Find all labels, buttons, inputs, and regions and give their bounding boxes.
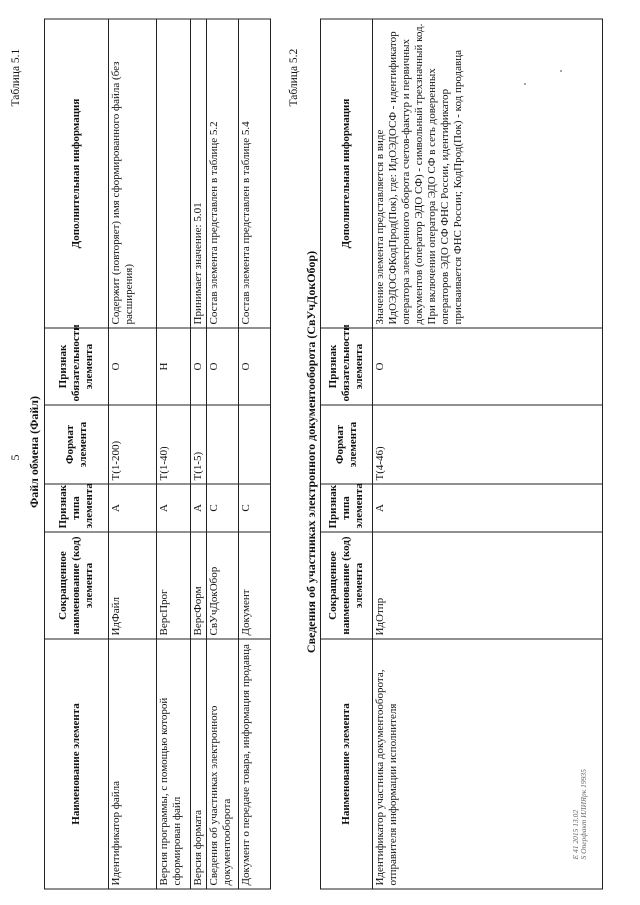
cell-type: С xyxy=(239,484,271,532)
cell-code: ВерсФорм xyxy=(191,532,207,639)
margin-note-line: S Оперфакт ИЛИЯрк 19935 xyxy=(579,769,589,860)
scan-speck xyxy=(560,70,562,72)
cell-code: ИдФайл xyxy=(109,532,157,639)
cell-code: ИдОтпр xyxy=(373,532,603,639)
cell-format xyxy=(239,405,271,484)
cell-info: Содержит (повторяет) имя сформированного файла (без расширения) xyxy=(109,19,157,328)
table1-header-type: Признак типа элемента xyxy=(45,484,109,532)
table-row xyxy=(157,19,191,889)
cell-required: О xyxy=(191,328,207,405)
page-number: 5 xyxy=(8,454,22,461)
cell-info: Значение элемента представляется в виде ИдОЭДОСФКодПрод(Пок), где: ИдОЭДОСФ - идентификатор оператора электронного оборота счетов-фактур и первичных документов (оператор ЭДО СФ) - символьный трехзначный код. При включении оператора ЭДО СФ в сеть доверенных операторов ЭДО СФ ФНС России, идентификатор присваивается ФНС России; КодПрод(Пок) - код продавца xyxy=(373,19,603,328)
table1-header-format: Формат элемента xyxy=(45,405,109,484)
table2 xyxy=(320,19,603,890)
table2-header-code: Сокращенное наименование (код) элемента xyxy=(321,532,373,639)
cell-format: T(1-40) xyxy=(157,405,191,484)
table2-title: Сведения об участниках электронного документооборота (СвУчДокОбор) xyxy=(304,250,318,654)
table-row xyxy=(109,19,157,889)
cell-required: О xyxy=(207,328,239,405)
cell-format xyxy=(207,405,239,484)
cell-name: Версия программы, с помощью которой сформирован файл xyxy=(157,639,191,889)
table2-header-row xyxy=(321,19,373,889)
cell-type: А xyxy=(109,484,157,532)
cell-code: ВерсПрог xyxy=(157,532,191,639)
table2-label: Таблица 5.2 xyxy=(288,48,300,107)
cell-name: Идентификатор участника документооборота, отправителя информации исполнителя xyxy=(373,639,603,889)
table1-header-info: Дополнительная информация xyxy=(45,19,109,328)
table1-header-code: Сокращенное наименование (код) элемента xyxy=(45,532,109,639)
cell-required: Н xyxy=(157,328,191,405)
table1-header-required: Признак обязательности элемента xyxy=(45,328,109,405)
table2-header-type: Признак типа элемента xyxy=(321,484,373,532)
cell-format: T(1-5) xyxy=(191,405,207,484)
margin-note xyxy=(572,769,589,859)
table-row xyxy=(207,19,239,889)
table-row xyxy=(239,19,271,889)
cell-type: А xyxy=(191,484,207,532)
cell-type: А xyxy=(373,484,603,532)
table2-header-format: Формат элемента xyxy=(321,405,373,484)
cell-required: О xyxy=(373,328,603,405)
table1-header-name: Наименование элемента xyxy=(45,639,109,889)
cell-info: Состав элемента представлен в таблице 5.2 xyxy=(207,19,239,328)
table1 xyxy=(44,19,271,890)
cell-required: О xyxy=(239,328,271,405)
cell-info: Принимает значение: 5.01 xyxy=(191,19,207,328)
table-row xyxy=(191,19,207,889)
table1-title: Файл обмена (Файл) xyxy=(27,395,41,509)
table1-label: Таблица 5.1 xyxy=(10,48,22,107)
scan-speck xyxy=(524,83,526,85)
table2-header-name: Наименование элемента xyxy=(321,639,373,889)
cell-format: T(4-46) xyxy=(373,405,603,484)
margin-note-line: Е 41 2015 13.02 xyxy=(571,809,580,860)
cell-code: СвУчДокОбор xyxy=(207,532,239,639)
cell-name: Сведения об участниках электронного документооборота xyxy=(207,639,239,889)
table-row xyxy=(373,19,603,889)
table1-header-row xyxy=(45,19,109,889)
cell-name: Версия формата xyxy=(191,639,207,889)
cell-code: Документ xyxy=(239,532,271,639)
cell-type: С xyxy=(207,484,239,532)
table2-header-required: Признак обязательности элемента xyxy=(321,328,373,405)
cell-info xyxy=(157,19,191,328)
cell-name: Документ о передаче товара, информация продавца xyxy=(239,639,271,889)
cell-type: А xyxy=(157,484,191,532)
cell-name: Идентификатор файла xyxy=(109,639,157,889)
cell-info: Состав элемента представлен в таблице 5.4 xyxy=(239,19,271,328)
cell-format: T(1-200) xyxy=(109,405,157,484)
table2-header-info: Дополнительная информация xyxy=(321,19,373,328)
cell-required: О xyxy=(109,328,157,405)
